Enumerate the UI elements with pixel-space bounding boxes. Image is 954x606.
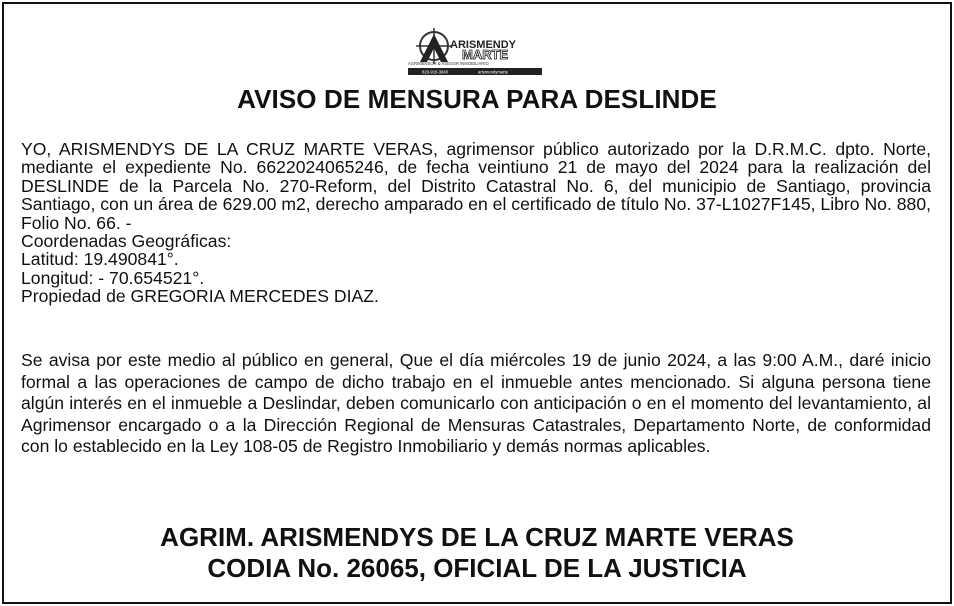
notice-details (21, 140, 931, 306)
coordinates-heading: Coordenadas Geográficas: (21, 231, 232, 252)
company-logo (400, 26, 550, 78)
notice-title: AVISO DE MENSURA PARA DESLINDE (237, 84, 717, 114)
latitude-value: Latitud: 19.490841°. (21, 249, 179, 270)
paragraph-1: YO, ARISMENDYS DE LA CRUZ MARTE VERAS, agrimensor público autorizado por la D.R.M.C. dpto. Norte, mediante el expediente No. 6622024065246, de fecha veintiuno 21 de mayo del 2024 para la realización del DESLINDE de la Parcela No. 270-Reform, del Distrito Catastral No. 6, del municipio de Santiago, provincia Santiago, con un área de 629.00 m2, derecho amparado en el certificado de título No. 37-L1027F145, Libro No. 880, Folio No. 66. - (21, 139, 931, 233)
logo-brand-bottom: MARTE (462, 47, 509, 62)
logo-brand-top: ARISMENDY (450, 39, 517, 51)
property-owner: Propiedad de GREGORIA MERCEDES DIAZ. (21, 286, 379, 307)
signature-codia: CODIA No. 26065, OFICIAL DE LA JUSTICIA (207, 553, 747, 583)
notice-frame (2, 2, 952, 604)
logo-tagline: AGRIMENSOR & ASESOR INMOBILIARIO (408, 61, 489, 66)
logo-contact-social: arismendymarte (478, 69, 509, 75)
logo-contact-phone: 829-916-3840 (422, 69, 449, 75)
longitude-value: Longitud: - 70.654521°. (21, 267, 205, 288)
logo-graphic (400, 26, 550, 78)
paragraph-2: Se avisa por este medio al público en general, Que el día miércoles 19 de junio 2024, a las 9:00 A.M., daré inicio formal a las operaciones de campo de dicho trabajo en el inmueble antes mencionado. Si alguna persona tiene algún interés en el inmueble a Deslindar, deben comunicarlo con anticipación o en el momento del levantamiento, al Agrimensor encargado o a la Dirección Regional de Mensuras Catastrales, Departamento Norte, de conformidad con lo establecido en la Ley 108-05 de Registro Inmobiliario y demás normas aplicables. (21, 350, 931, 456)
signature-name: AGRIM. ARISMENDYS DE LA CRUZ MARTE VERAS (160, 522, 794, 552)
